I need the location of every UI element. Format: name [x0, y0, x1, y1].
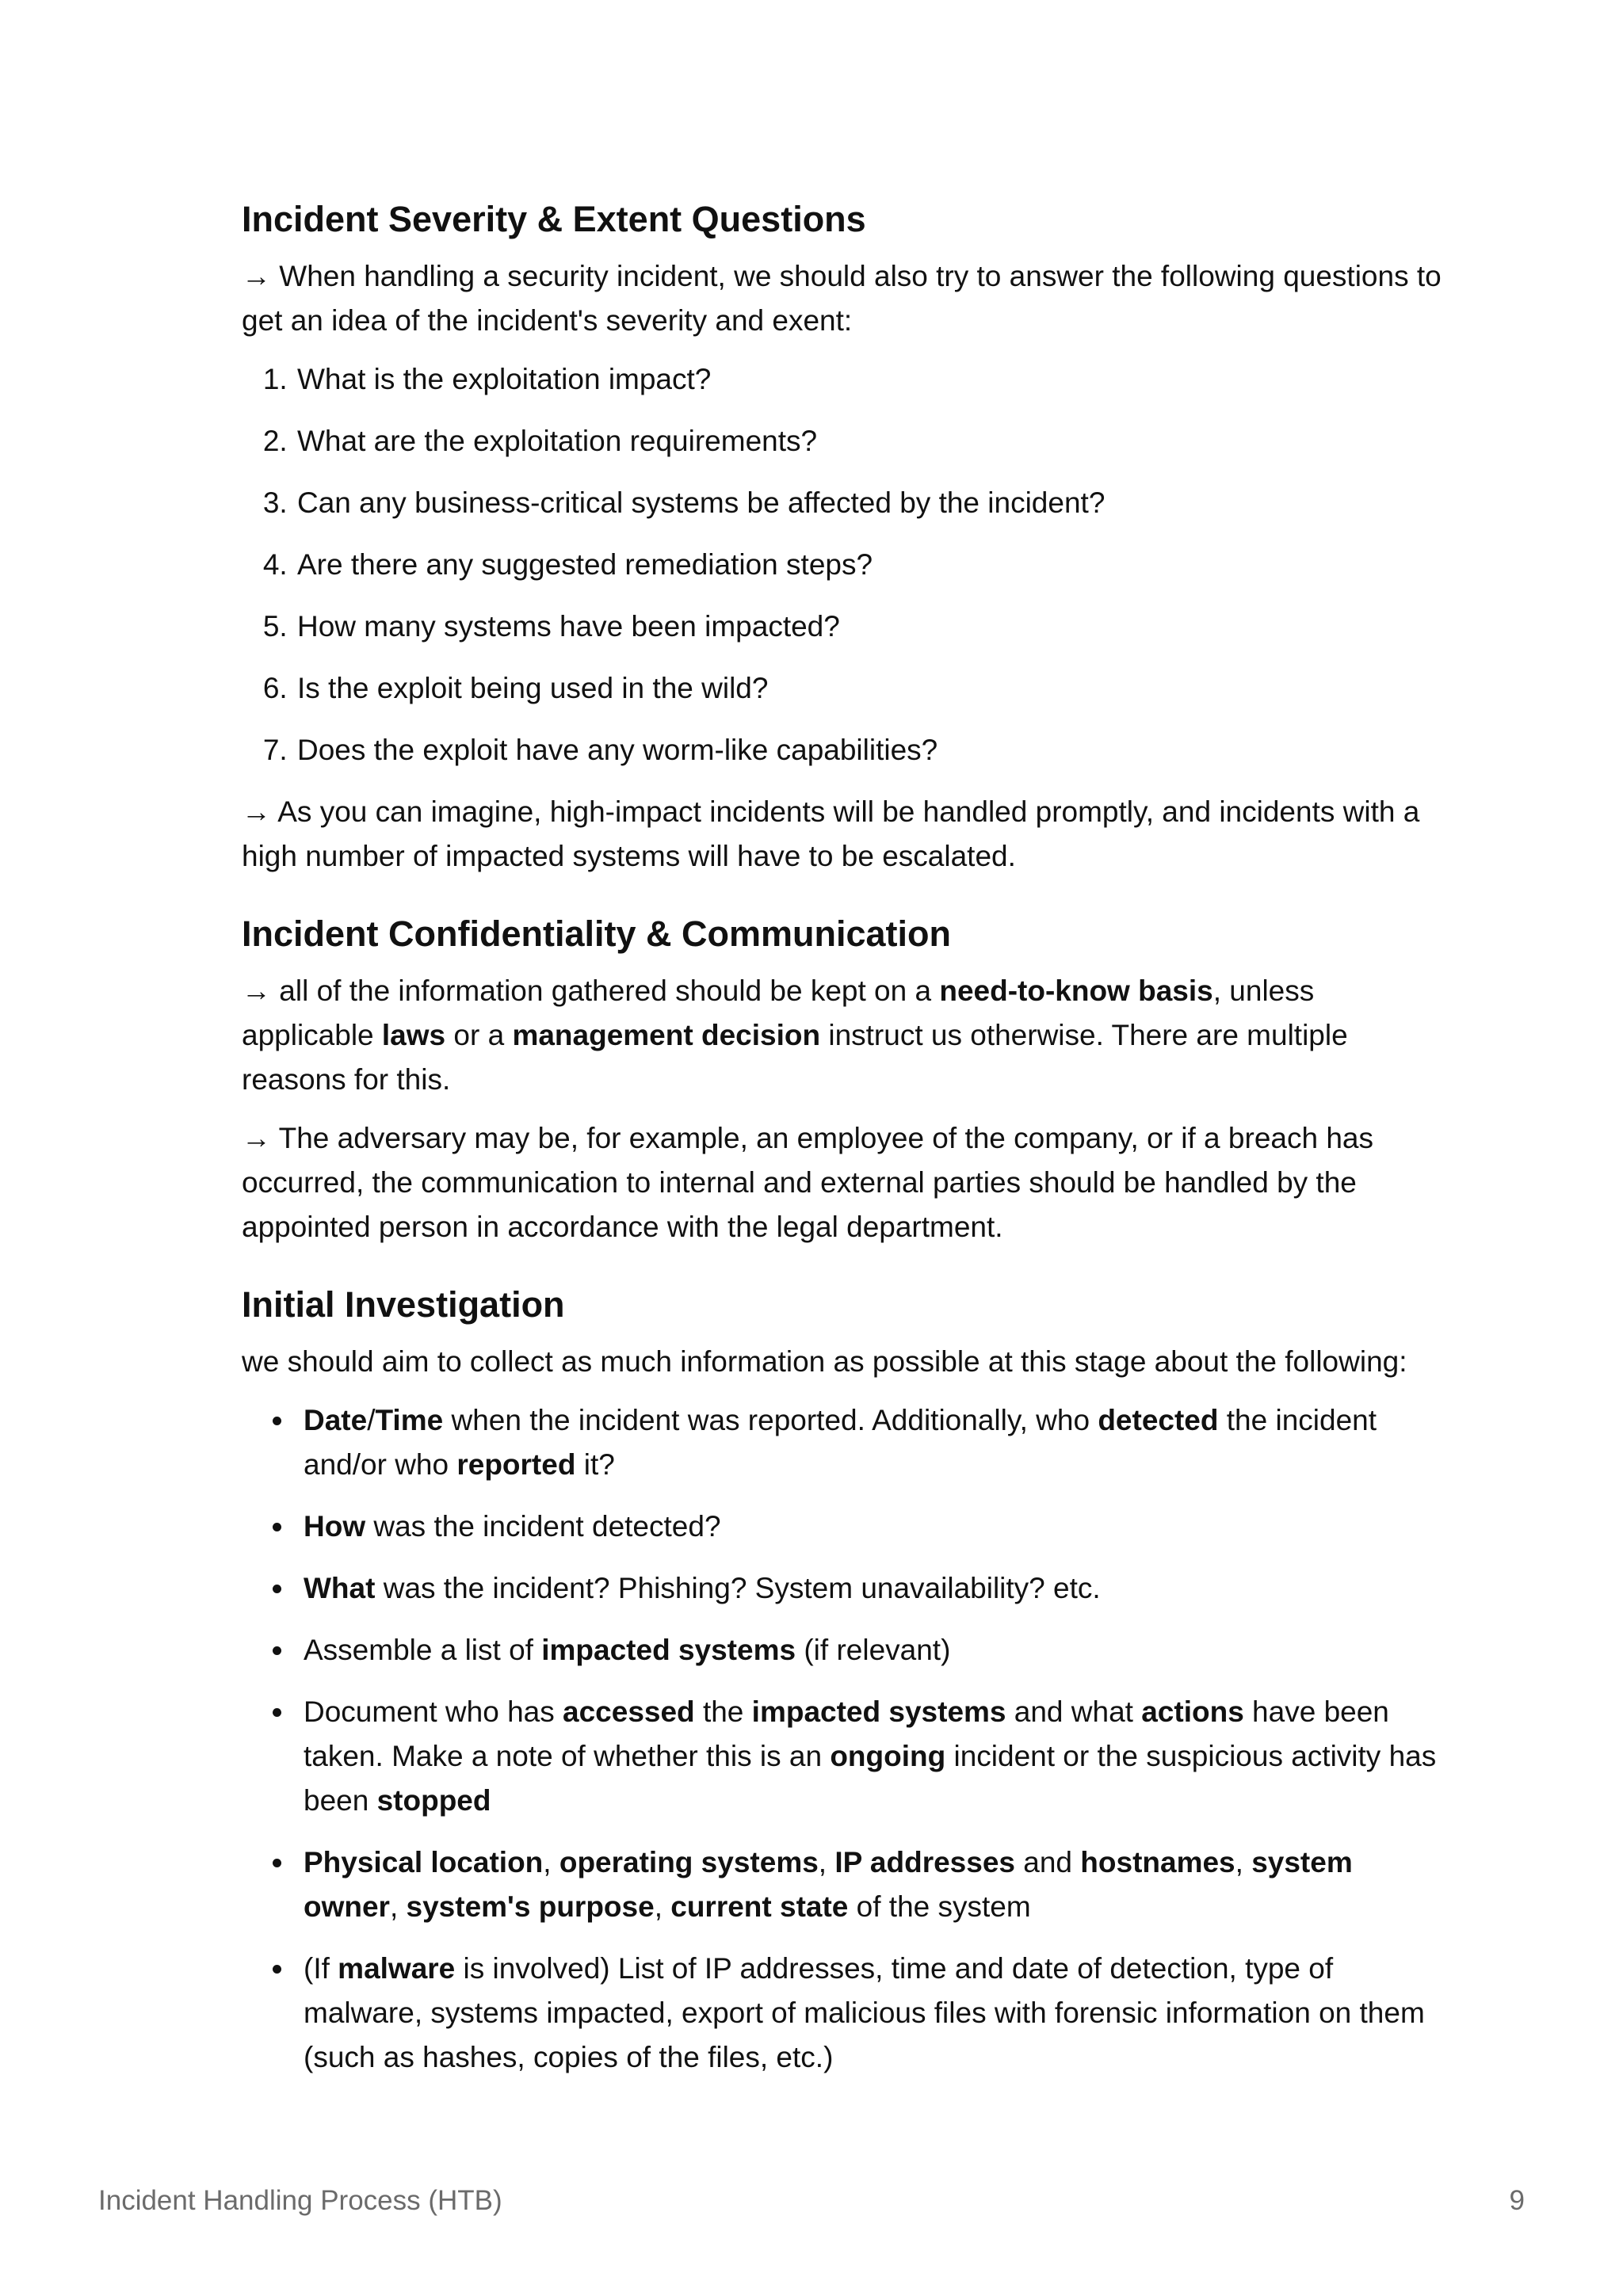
list-item: • Physical location, operating systems, IP addresses and hostnames, system owner, system's purpose, current state of the system — [296, 1840, 1446, 1929]
list-item: 2. What are the exploitation requirements? — [296, 419, 1446, 463]
arrow-icon: → — [242, 795, 271, 828]
investigation-intro: we should aim to collect as much information as possible at this stage about the following: — [242, 1345, 1407, 1378]
list-item: • What was the incident? Phishing? System unavailability? etc. — [296, 1566, 1446, 1611]
list-item: • (If malware is involved) List of IP addresses, time and date of detection, type of malware, systems impacted, export of malicious files with forensic information on them (such as hashes, copies of the files, etc.) — [296, 1947, 1446, 2080]
list-item: • How was the incident detected? — [296, 1505, 1446, 1549]
severity-closing: → As you can imagine, high-impact incidents will be handled promptly, and incidents with a high number of impacted systems will have to be escalated. — [242, 795, 1420, 872]
list-item: 7. Does the exploit have any worm-like capabilities? — [296, 728, 1446, 772]
section-heading-confidentiality: Incident Confidentiality & Communication — [242, 913, 952, 954]
severity-intro: → When handling a security incident, we should also try to answer the following questions to get an idea of the incident's severity and exent: — [242, 260, 1442, 337]
list-item: 1. What is the exploitation impact? — [296, 357, 1446, 402]
list-item: 4. Are there any suggested remediation steps? — [296, 543, 1446, 587]
list-item: • Date/Time when the incident was reported. Additionally, who detected the incident and/or who reported it? — [296, 1398, 1446, 1487]
footer-title: Incident Handling Process (HTB) — [98, 2185, 502, 2216]
section-heading-investigation: Initial Investigation — [242, 1284, 565, 1325]
list-item: 3. Can any business-critical systems be affected by the incident? — [296, 481, 1446, 525]
arrow-icon: → — [242, 974, 271, 1007]
confidentiality-paragraph-1: → all of the information gathered should be kept on a need-to-know basis, unless applicable laws or a management decision instruct us otherwise. There are multiple reasons for this. — [242, 974, 1348, 1096]
confidentiality-paragraph-2: → The adversary may be, for example, an employee of the company, or if a breach has occurred, the communication to internal and external parties should be handled by the appointed person in accordance with the legal department. — [242, 1122, 1373, 1243]
section-heading-severity: Incident Severity & Extent Questions — [242, 199, 866, 239]
list-item: • Assemble a list of impacted systems (if relevant) — [296, 1628, 1446, 1672]
list-item: 5. How many systems have been impacted? — [296, 605, 1446, 649]
document-body — [242, 196, 1446, 2097]
severity-questions-list — [242, 357, 1446, 772]
investigation-items-list — [242, 1398, 1446, 2080]
list-item: • Document who has accessed the impacted systems and what actions have been taken. Make a note of whether this is an ongoing incident or the suspicious activity has been stopped — [296, 1690, 1446, 1823]
arrow-icon: → — [242, 260, 271, 292]
list-item: 6. Is the exploit being used in the wild? — [296, 666, 1446, 711]
page-number: 9 — [1509, 2185, 1525, 2216]
arrow-icon: → — [242, 1122, 271, 1154]
